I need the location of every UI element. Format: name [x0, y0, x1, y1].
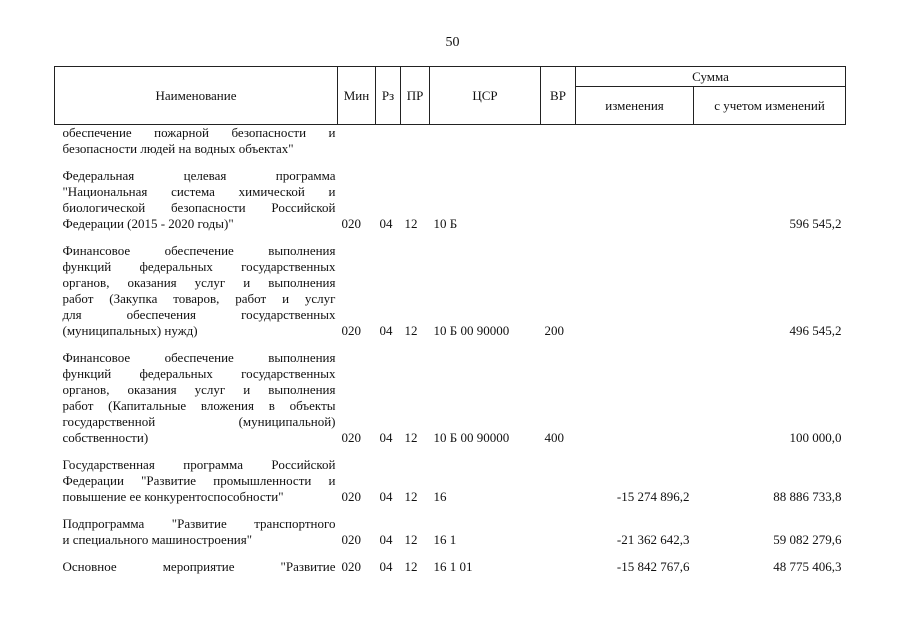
cell-pr: 12 [404, 559, 418, 574]
row-spacer [55, 232, 846, 243]
col-header-with-changes: с учетом изменений [694, 87, 846, 125]
table-row [55, 457, 846, 505]
col-header-pr: ПР [401, 67, 430, 125]
budget-table [54, 66, 846, 575]
name-line: работ (Капитальные вложения в объекты [62, 398, 336, 413]
name-line: Финансовое обеспечение выполнения [62, 243, 336, 258]
row-spacer [55, 446, 846, 457]
cell-vr [541, 559, 576, 575]
cell-pr: 12 [404, 489, 418, 504]
col-header-rz: Рз [376, 67, 401, 125]
cell-pr: 12 [404, 430, 418, 445]
cell-min: 020 [341, 216, 361, 231]
cell-csr: 10 Б 00 90000 [433, 323, 510, 338]
name-line: функций федеральных государственных [62, 366, 336, 381]
cell-change: -15 842 767,6 [616, 559, 690, 574]
cell-change [576, 350, 694, 446]
col-header-sum: Сумма [576, 67, 846, 87]
cell-change: -15 274 896,2 [616, 489, 690, 504]
table-row [55, 516, 846, 548]
cell-rz: 04 [379, 323, 393, 338]
name-line: органов, оказания услуг и выполнения [62, 275, 336, 290]
cell-total: 88 886 733,8 [773, 489, 842, 504]
row-spacer [55, 157, 846, 168]
name-line: биологической безопасности Российской [62, 200, 336, 215]
table-body [55, 125, 846, 576]
cell-csr: 16 1 01 [433, 559, 473, 574]
cell-pr: 12 [404, 532, 418, 547]
table-row [55, 243, 846, 339]
col-header-change: изменения [576, 87, 694, 125]
col-header-name: Наименование [55, 67, 338, 125]
col-header-min: Мин [338, 67, 376, 125]
name-line: Подпрограмма "Развитие транспортного [62, 516, 336, 531]
cell-vr [541, 168, 576, 232]
cell-pr: 12 [404, 323, 418, 338]
name-line: собственности) [62, 430, 149, 445]
table-row [55, 168, 846, 232]
cell-change [576, 168, 694, 232]
row-spacer [55, 548, 846, 559]
cell-rz: 04 [379, 559, 393, 574]
cell-change [576, 243, 694, 339]
cell-total: 596 545,2 [789, 216, 842, 231]
cell-csr: 16 1 [433, 532, 457, 547]
table-row [55, 350, 846, 446]
name-line: повышение ее конкурентоспособности" [62, 489, 284, 504]
name-line: работ (Закупка товаров, работ и услуг [62, 291, 336, 306]
cell-min: 020 [341, 532, 361, 547]
name-line: для обеспечения государственных [62, 307, 336, 322]
cell-csr [430, 125, 541, 158]
cell-rz: 04 [379, 430, 393, 445]
cell-csr: 10 Б [433, 216, 458, 231]
cell-total: 59 082 279,6 [773, 532, 842, 547]
cell-csr: 16 [433, 489, 447, 504]
cell-change [576, 125, 694, 158]
cell-name [55, 457, 338, 505]
name-line: функций федеральных государственных [62, 259, 336, 274]
cell-name [55, 350, 338, 446]
name-line: государственной (муниципальной) [62, 414, 336, 429]
cell-total: 100 000,0 [789, 430, 842, 445]
cell-total: 496 545,2 [789, 323, 842, 338]
name-line: Федеральная целевая программа [62, 168, 336, 183]
cell-change: -21 362 642,3 [616, 532, 690, 547]
cell-vr: 400 [544, 430, 564, 445]
cell-pr [401, 125, 430, 158]
cell-vr: 200 [544, 323, 564, 338]
name-line: Федерации (2015 - 2020 годы)" [62, 216, 234, 231]
row-spacer [55, 505, 846, 516]
cell-rz [376, 125, 401, 158]
cell-min: 020 [341, 323, 361, 338]
cell-min: 020 [341, 489, 361, 504]
page-number: 50 [445, 35, 460, 50]
cell-pr: 12 [404, 216, 418, 231]
table-header [55, 67, 846, 125]
name-line: Основное мероприятие "Развитие [62, 559, 336, 574]
cell-csr: 10 Б 00 90000 [433, 430, 510, 445]
cell-name [55, 125, 338, 158]
name-line: Государственная программа Российской [62, 457, 336, 472]
table-row [55, 559, 846, 575]
name-line: "Национальная система химической и [62, 184, 336, 199]
cell-min: 020 [341, 559, 361, 574]
cell-vr [541, 457, 576, 505]
cell-rz: 04 [379, 489, 393, 504]
cell-vr [541, 516, 576, 548]
name-line: обеспечение пожарной безопасности и [62, 125, 336, 140]
name-line: Федерации "Развитие промышленности и [62, 473, 336, 488]
name-line: безопасности людей на водных объектах" [62, 141, 294, 156]
name-line: и специального машиностроения" [62, 532, 253, 547]
name-line: (муниципальных) нужд) [62, 323, 198, 338]
cell-name [55, 516, 338, 548]
row-spacer [55, 339, 846, 350]
cell-name [55, 243, 338, 339]
name-line: органов, оказания услуг и выполнения [62, 382, 336, 397]
table-row [55, 125, 846, 158]
name-line: Финансовое обеспечение выполнения [62, 350, 336, 365]
cell-name [55, 559, 338, 575]
cell-vr [541, 125, 576, 158]
cell-total: 48 775 406,3 [773, 559, 842, 574]
cell-rz: 04 [379, 216, 393, 231]
col-header-csr: ЦСР [430, 67, 541, 125]
cell-min [338, 125, 376, 158]
cell-rz: 04 [379, 532, 393, 547]
cell-total [694, 125, 846, 158]
cell-min: 020 [341, 430, 361, 445]
cell-name [55, 168, 338, 232]
col-header-vr: ВР [541, 67, 576, 125]
